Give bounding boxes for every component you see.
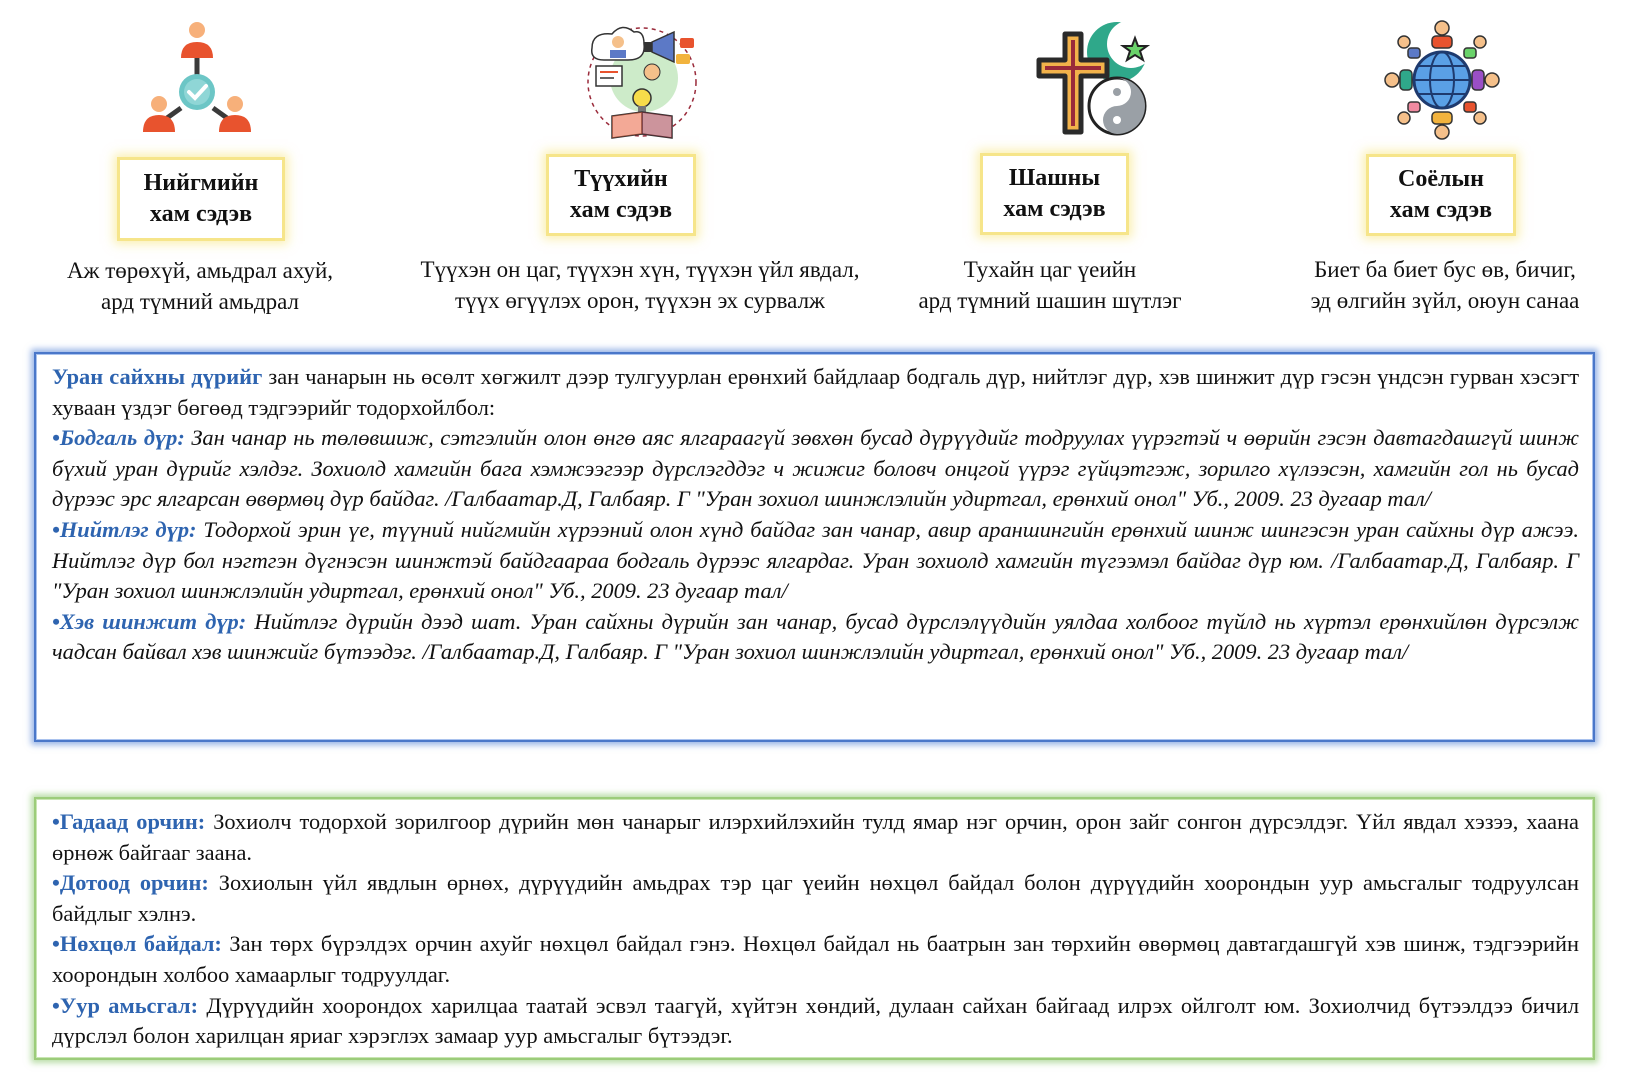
setting-item-atmosphere (52, 991, 1579, 1052)
character-types-box (34, 352, 1595, 742)
category-description: Түүхэн он цаг, түүхэн хүн, түүхэн үйл явдал, түүх өгүүлэх орон, түүхэн эх сурвалж (420, 257, 860, 313)
item-text: Зан төрх бүрэлдэх орчин ахуйг нөхцөл байдал гэнэ. Нөхцөл байдал нь баатрын зан төрхийн өвөрмөц давтагдашгүй хэв шинж, тэдгээрийн хоорондын холбоо хамаарлыг тодруулдаг. (52, 931, 1579, 987)
category-title-line1: Түүхийн (574, 166, 668, 192)
character-intro (52, 362, 1579, 423)
people-network-icon (141, 20, 253, 132)
item-text: Дүрүүдийн хоорондох харилцаа таатай эсвэл таагүй, хүйтэн хөндий, дулаан сайхан байгаад илрэх ойлголт юм. Зохиолчид бүтээлдээ бичил дүрслэл болон харилцан яриаг хэрэглэх замаар уур амьсгалыг бүтээдэг. (52, 992, 1579, 1049)
setting-item-external (52, 807, 1579, 868)
character-item-individual (52, 423, 1579, 515)
item-text: Тодорхой эрин үе, түүний нийгмийн хүрээний олон хүнд байдаг зан чанар, авир араншингийн ерөнхий шинж шингэсэн уран сайхны дүр ажээ. Нийтлэг дүр бол нэгтгэн дүгнэсэн шинжтэй байдгаараа бодгаль дүрээс ялгардаг. Уран зохиолд хамгийн түгээмэл байдаг дүр юм. /Галбаатар.Д, Галбаяр. Г "Уран зохиол шинжлэлийн удиртгал, ерөнхий онол" Уб., 2009. 23 дугаар тал/ (52, 516, 1579, 604)
category-label (980, 153, 1129, 235)
intro-term: Уран сайхны дүрийг (52, 364, 263, 389)
item-term: •Нийтлэг дүр: (52, 516, 197, 542)
item-text: Зан чанар нь төлөвшиж, сэтгэлийн олон өнгө аяс ялгараагүй зөвхөн бусад дүрүүдийг тодруулах үүрэгтэй ч өөрийн гэсэн давтагдашгүй шинж бүхий уран дүрийг хэлдэг. Зохиолд хамгийн бага хэмжээгээр дүрслэгддэг ч жижиг боловч онцгой үүрэг гүйцэтгэж, зорилго хүлээсэн, хамгийн гол нь бусад дүрээс эрс ялгарсан өвөрмөц дүр байдаг. /Галбаатар.Д, Галбаяр. Г "Уран зохиол шинжлэлийн удиртгал, ерөнхий онол" Уб., 2009. 23 дугаар тал/ (52, 425, 1579, 512)
setting-item-circumstance (52, 929, 1579, 990)
globe-culture-icon (1380, 18, 1504, 142)
category-title-line2: хам сэдэв (149, 201, 253, 227)
setting-item-internal (52, 868, 1579, 929)
category-label (546, 154, 696, 236)
item-term: •Гадаад орчин: (52, 809, 206, 834)
item-term: •Хэв шинжит дүр: (52, 608, 247, 634)
category-label (1366, 154, 1516, 236)
setting-box (34, 797, 1595, 1060)
category-title-line1: Соёлын (1397, 166, 1484, 192)
item-term: •Уур амьсгал: (52, 992, 199, 1018)
category-description: Аж төрөхүй, амьдрал ахуй, ард түмний амьдрал (66, 258, 334, 314)
character-item-common (52, 515, 1579, 607)
intro-text: зан чанарын нь өсөлт хөгжилт дээр тулгуурлан ерөнхий байдлаар бодгаль дүр, нийтлэг дүр, хэв шинжит дүр гэсэн үндсэн гурван хэсэгт хуваан үздэг бөгөөд тэдгээрийг тодорхойлбол: (52, 364, 1580, 420)
item-term: •Бодгаль дүр: (52, 425, 185, 451)
category-description: Биет ба биет бус өв, бичиг, эд өлгийн зүйл, оюун санаа (1310, 257, 1580, 313)
item-text: Нийтлэг дүрийн дээд шат. Уран сайхны дүрийн зан чанар, бусад дүрслэлүүдийн уялдаа холбоог түйлд нь хүртэл ерөнхийлөн дүрсэлж чадсан байвал хэв шинжийг бүтээдэг. /Галбаатар.Д, Галбаяр. Г "Уран зохиол шинжлэлийн удиртгал, ерөнхий онол" Уб., 2009. 23 дугаар тал/ (52, 608, 1579, 665)
item-term: •Нөхцөл байдал: (52, 931, 222, 957)
category-title-line2: хам сэдэв (1389, 197, 1493, 223)
character-item-typical (52, 607, 1579, 668)
category-title-line1: Нийгмийн (143, 170, 259, 196)
category-title-line2: хам сэдэв (1003, 196, 1106, 222)
category-description: Тухайн цаг үеийн ард түмний шашин шүтлэг (918, 257, 1182, 313)
category-title-line1: Шашны (1008, 165, 1101, 191)
item-term: •Дотоод орчин: (52, 870, 209, 896)
item-text: Зохиолч тодорхой зорилгоор дүрийн мөн чанарыг илэрхийлэхийн тулд ямар нэг орчин, орон зайг сонгон дүрсэлдэг. Үйл явдал хэзээ, хаана өрнөж байгааг заана. (52, 809, 1579, 865)
category-label (117, 157, 285, 241)
religion-symbols-icon (1035, 20, 1155, 138)
item-text: Зохиолын үйл явдлын өрнөх, дүрүүдийн амьдрах тэр цаг үеийн нөхцөл байдал болон дүрүүдийн хоорондын уур амьсгалыг тодруулсан байдлыг хэлнэ. (52, 870, 1579, 926)
history-book-icon (582, 20, 702, 140)
category-title-line2: хам сэдэв (569, 197, 673, 223)
